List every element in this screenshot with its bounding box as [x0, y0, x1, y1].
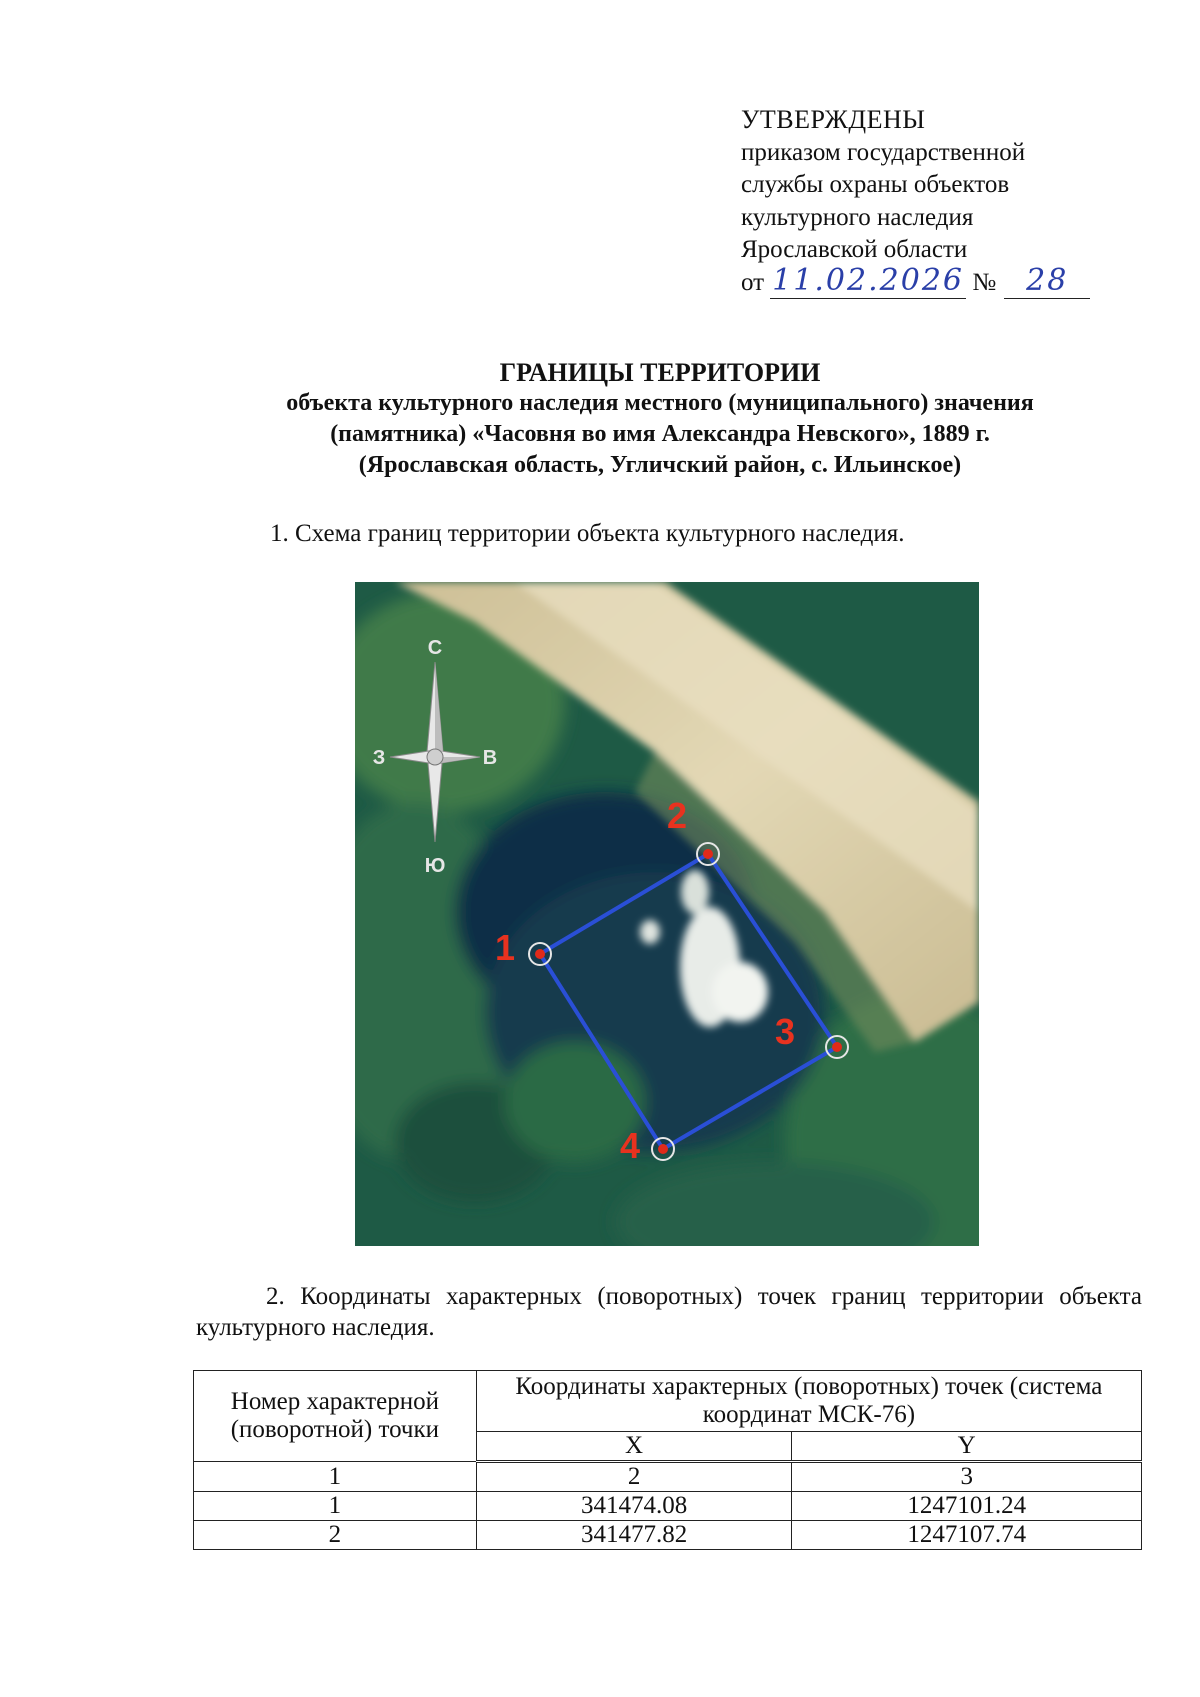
approval-block: [741, 104, 1141, 299]
title-line: (памятника) «Часовня во имя Александра Невского», 1889 г.: [330, 421, 990, 447]
point-label-1: 1: [495, 927, 516, 968]
section-2-heading: 2. Координаты характерных (поворотных) точек границ территории объекта культурного наследия.: [196, 1283, 1142, 1341]
handwritten-date: 11.02.2026: [772, 262, 964, 298]
boundary-map: [355, 582, 979, 1246]
approval-line: культурного наследия: [741, 203, 974, 231]
point-label-3: 3: [775, 1011, 796, 1052]
section-1-heading: 1. Схема границ территории объекта культурного наследия.: [270, 520, 905, 547]
table-header-row: [194, 1371, 1142, 1432]
title-line: (Ярославская область, Угличский район, с. Ильинское): [358, 452, 962, 478]
coordinates-table: [193, 1370, 1142, 1550]
approval-line: приказом государственной: [741, 138, 1026, 166]
cell-x: 341474.08: [476, 1492, 792, 1521]
handwritten-number: 28: [1026, 262, 1069, 298]
compass-north-label: С: [427, 637, 443, 659]
cell-y: 1247101.24: [792, 1492, 1142, 1521]
date-prefix: от: [741, 268, 765, 296]
table-row: [194, 1492, 1142, 1521]
approval-line: службы охраны объектов: [741, 171, 1010, 198]
header-y: Y: [792, 1432, 1142, 1462]
table-row: [194, 1521, 1142, 1550]
column-number: 3: [792, 1462, 1142, 1492]
map-svg: [355, 582, 979, 1246]
compass-west-label: З: [372, 747, 386, 769]
column-number: 1: [194, 1462, 477, 1492]
date-field: [770, 262, 966, 299]
cell-point-number: 1: [194, 1492, 477, 1521]
table-column-numbers-row: [194, 1462, 1142, 1492]
point-label-2: 2: [667, 795, 688, 836]
approval-heading: УТВЕРЖДЕНЫ: [741, 105, 926, 134]
compass-south-label: Ю: [424, 855, 446, 877]
number-field: [1004, 262, 1090, 299]
approval-line: Ярославской области: [741, 236, 968, 263]
header-point-number: Номер характерной (поворотной) точки: [194, 1371, 477, 1462]
title-line: объекта культурного наследия местного (муниципального) значения: [286, 390, 1034, 416]
cell-x: 341477.82: [476, 1521, 792, 1550]
approval-date-line: [741, 262, 1141, 300]
header-coordinates: Координаты характерных (поворотных) точек (система координат МСК-76): [476, 1371, 1141, 1432]
header-x: X: [476, 1432, 792, 1462]
title-line: ГРАНИЦЫ ТЕРРИТОРИИ: [499, 358, 821, 387]
cell-y: 1247107.74: [792, 1521, 1142, 1550]
column-number: 2: [476, 1462, 792, 1492]
cell-point-number: 2: [194, 1521, 477, 1550]
number-sign: №: [972, 268, 997, 296]
compass-east-label: В: [482, 747, 498, 769]
document-title: [180, 357, 1140, 481]
point-label-4: 4: [620, 1125, 641, 1166]
